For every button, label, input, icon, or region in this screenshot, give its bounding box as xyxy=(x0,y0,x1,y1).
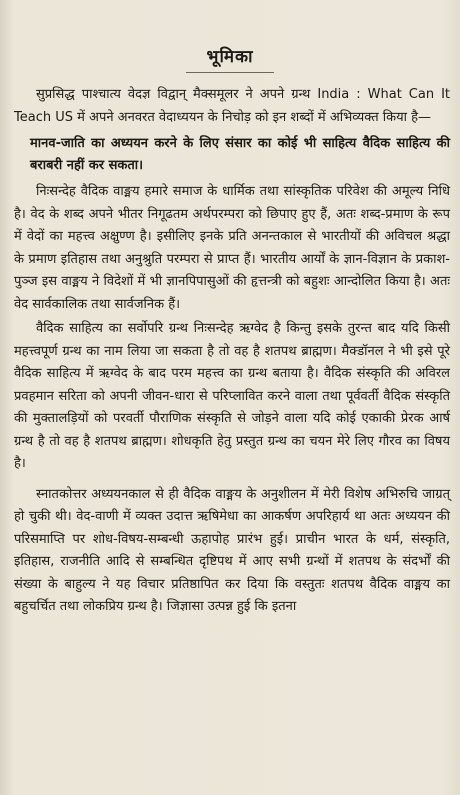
title-underline xyxy=(186,72,274,73)
page-title: भूमिका xyxy=(206,47,254,67)
paragraph-4: स्नातकोत्तर अध्ययनकाल से ही वैदिक वाङ्मय के अनुशीलन में मेरी विशेष अभिरुचि जाग्रत् हो चुकी थी। वेद-वाणी में व्यक्त उदात्त ऋषिमेधा का आकर्षण अपरिहार्य था अतः अध्ययन की परिसमाप्ति पर शोध-विषय-सम्बन्धी ऊहापोह प्रारंभ हुई। प्राचीन भारत के धर्म, संस्कृति, इतिहास, राजनीति आदि से सम्बन्धित दृष्टिपथ में आए सभी ग्रन्थों में शतपथ के संदर्भों की संख्या के बाहुल्य ने यह विचार प्रतिष्ठापित कर दिया कि वस्तुतः शतपथ वैदिक वाङ्मय का बहुचर्चित तथा लोकप्रिय ग्रन्थ है। जिज्ञासा उत्पन्न हुई कि इतना xyxy=(14,486,450,614)
block-quote: मानव-जाति का अध्ययन करने के लिए संसार का कोई भी साहित्य वैदिक साहित्य की बराबरी नहीं कर सकता। xyxy=(30,136,450,173)
paragraph-3: वैदिक साहित्य का सर्वोपरि ग्रन्थ निःसन्देह ऋग्वेद है किन्तु इसके तुरन्त बाद यदि किसी महत्त्वपूर्ण ग्रन्थ का नाम लिया जा सकता है तो वह है शतपथ ब्राह्मण। मैक्डॉनल ने भी इसे पूरे वैदिक साहित्य में ऋग्वेद के बाद परम महत्त्व का ग्रन्थ बताया है। वैदिक संस्कृति की अविरल प्रवहमान सरिता को अपनी जीवन-धारा से परिप्लावित करने वाला तथा पूर्ववर्ती वैदिक संस्कृति की मुक्तालड़ियों को परवर्ती पौराणिक संस्कृति से जोड़ने वाला यदि कोई एकाकी प्रेरक आर्ष ग्रन्थ है तो वह है शतपथ ब्राह्मण। शोधकृति हेतु प्रस्तुत ग्रन्थ का चयन मेरे लिए गौरव का विषय है। xyxy=(14,321,450,471)
paragraph-2: निःसन्देह वैदिक वाङ्मय हमारे समाज के धार्मिक तथा सांस्कृतिक परिवेश की अमूल्य निधि है। वेद के शब्द अपने भीतर निगूढतम अर्थपरम्परा को छिपाए हुए हैं, अतः शब्द-प्रमाण के रूप में वेदों का महत्त्व अक्षुण्ण है। इसीलिए इनके प्रति अनन्तकाल से भारतीयों की अविचल श्रद्धा के प्रमाण इतिहास तथा अनुश्रुति परम्परा से प्राप्त हैं। भारतीय आर्यों के ज्ञान-विज्ञान के प्रकाश-पुञ्ज इस वाङ्मय ने विदेशों में भी ज्ञानपिपासुओं की हृत्तन्त्री को बहुशः आन्दोलित किया है। अतः वेद सार्वकालिक तथा सार्वजनिक हैं। xyxy=(14,184,450,312)
paragraph-1: सुप्रसिद्ध पाश्चात्य वेदज्ञ विद्वान् मैक्समूलर ने अपने ग्रन्थ India : What Can It Teach US में अपने अनवरत वेदाध्ययन के निचोड़ को इन शब्दों में अभिव्यक्त किया है— xyxy=(14,87,450,125)
page-body xyxy=(14,84,450,621)
